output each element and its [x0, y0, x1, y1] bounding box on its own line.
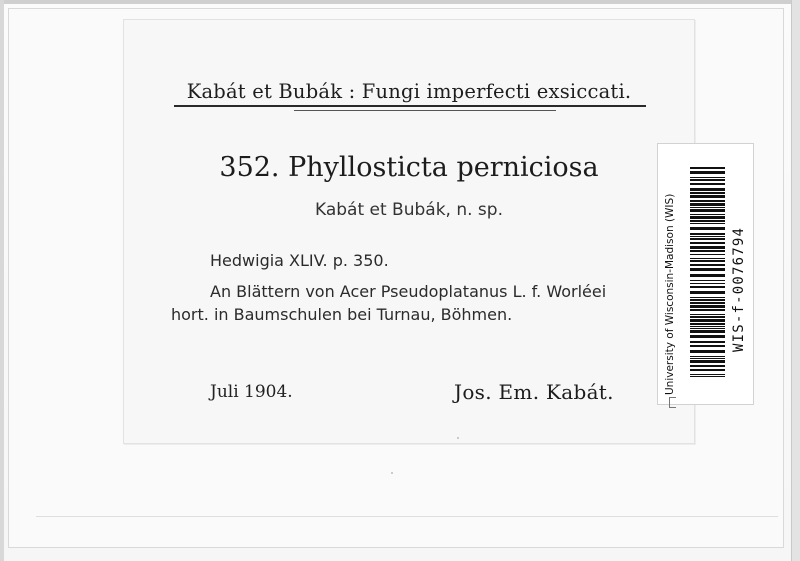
barcode-bar — [690, 330, 725, 333]
species-heading — [124, 152, 694, 183]
barcode-bar — [690, 203, 725, 206]
barcode-bar — [690, 283, 725, 284]
barcode-bar — [690, 299, 725, 301]
barcode-bar — [690, 274, 725, 277]
barcode — [690, 167, 725, 382]
barcode-bar — [690, 195, 725, 198]
barcode-bar — [690, 216, 725, 219]
barcode-card — [657, 143, 754, 405]
barcode-bar — [690, 335, 725, 338]
publication-reference: Hedwigia XLIV. p. 350. — [210, 251, 389, 270]
catalog-number-text — [728, 204, 748, 354]
barcode-bar — [690, 302, 725, 304]
catalog-number: WIS-f-0076794 — [731, 226, 747, 352]
barcode-bar — [690, 264, 725, 266]
barcode-bar — [690, 200, 725, 202]
barcode-bar — [690, 227, 725, 230]
species-authority: Kabát et Bubák, n. sp. — [314, 200, 503, 220]
barcode-bar — [690, 250, 725, 252]
host-locality-line-1: An Blättern von Acer Pseudoplatanus L. f. Worléei — [210, 282, 607, 301]
barcode-bar — [690, 369, 725, 371]
barcode-bar — [690, 220, 725, 222]
barcode-bar — [690, 326, 725, 327]
barcode-bar — [690, 179, 725, 181]
barcode-bar — [690, 291, 725, 294]
scan-right-edge — [791, 0, 800, 561]
barcode-bar — [690, 167, 725, 169]
institution-text — [660, 148, 678, 398]
barcode-bar — [690, 258, 725, 259]
host-locality-line-2: hort. in Baumschulen bei Turnau, Böhmen. — [171, 305, 513, 324]
collector-name: Jos. Em. Kabát. — [454, 380, 614, 404]
barcode-bar — [690, 365, 725, 367]
barcode-bar — [690, 350, 725, 353]
barcode-bar — [690, 268, 725, 271]
packet-fold-line — [36, 516, 778, 517]
barcode-bar — [690, 238, 725, 240]
barcode-bar — [690, 242, 725, 244]
barcode-bar — [690, 297, 725, 298]
barcode-bar — [690, 328, 725, 329]
barcode-bar — [690, 314, 725, 315]
scan-speck — [457, 437, 459, 439]
barcode-bar — [690, 236, 725, 237]
barcode-bar — [690, 246, 725, 249]
barcode-bar — [690, 323, 725, 325]
title-rule-thin — [294, 110, 556, 111]
barcode-bar — [690, 188, 725, 191]
barcode-bar — [690, 309, 725, 311]
barcode-bar — [690, 360, 725, 363]
barcode-bar — [690, 254, 725, 255]
barcode-bar — [690, 192, 725, 194]
barcode-bar — [690, 305, 725, 308]
species-name: Phyllosticta perniciosa — [288, 152, 599, 183]
barcode-bar — [690, 177, 725, 178]
barcode-bar — [690, 223, 725, 224]
barcode-bar — [690, 214, 725, 215]
barcode-bar — [690, 280, 725, 281]
barcode-bar — [690, 356, 725, 357]
barcode-bar — [690, 183, 725, 185]
barcode-bar — [690, 286, 725, 288]
barcode-bar — [690, 209, 725, 212]
barcode-bar — [690, 319, 725, 322]
scan-top-edge — [0, 0, 800, 4]
barcode-bar — [690, 207, 725, 208]
bracket-mark — [669, 397, 676, 408]
barcode-bar — [690, 374, 725, 375]
exsiccata-number: 352. — [219, 152, 280, 183]
scan-left-edge — [0, 0, 4, 561]
barcode-bar — [690, 233, 725, 235]
barcode-bar — [690, 316, 725, 318]
barcode-bar — [690, 358, 725, 359]
collection-date: Juli 1904. — [210, 382, 293, 402]
series-title: Kabát et Bubák : Fungi imperfecti exsiccati. — [186, 80, 632, 103]
barcode-bar — [690, 341, 725, 343]
barcode-bar — [690, 376, 725, 377]
title-rule-thick — [174, 105, 646, 107]
exsiccata-label — [123, 19, 695, 444]
barcode-bar — [690, 171, 725, 174]
scan-speck — [391, 472, 393, 474]
barcode-bar — [690, 260, 725, 262]
barcode-bar — [690, 345, 725, 347]
institution-label: University of Wisconsin-Madison (WIS) — [664, 193, 676, 395]
